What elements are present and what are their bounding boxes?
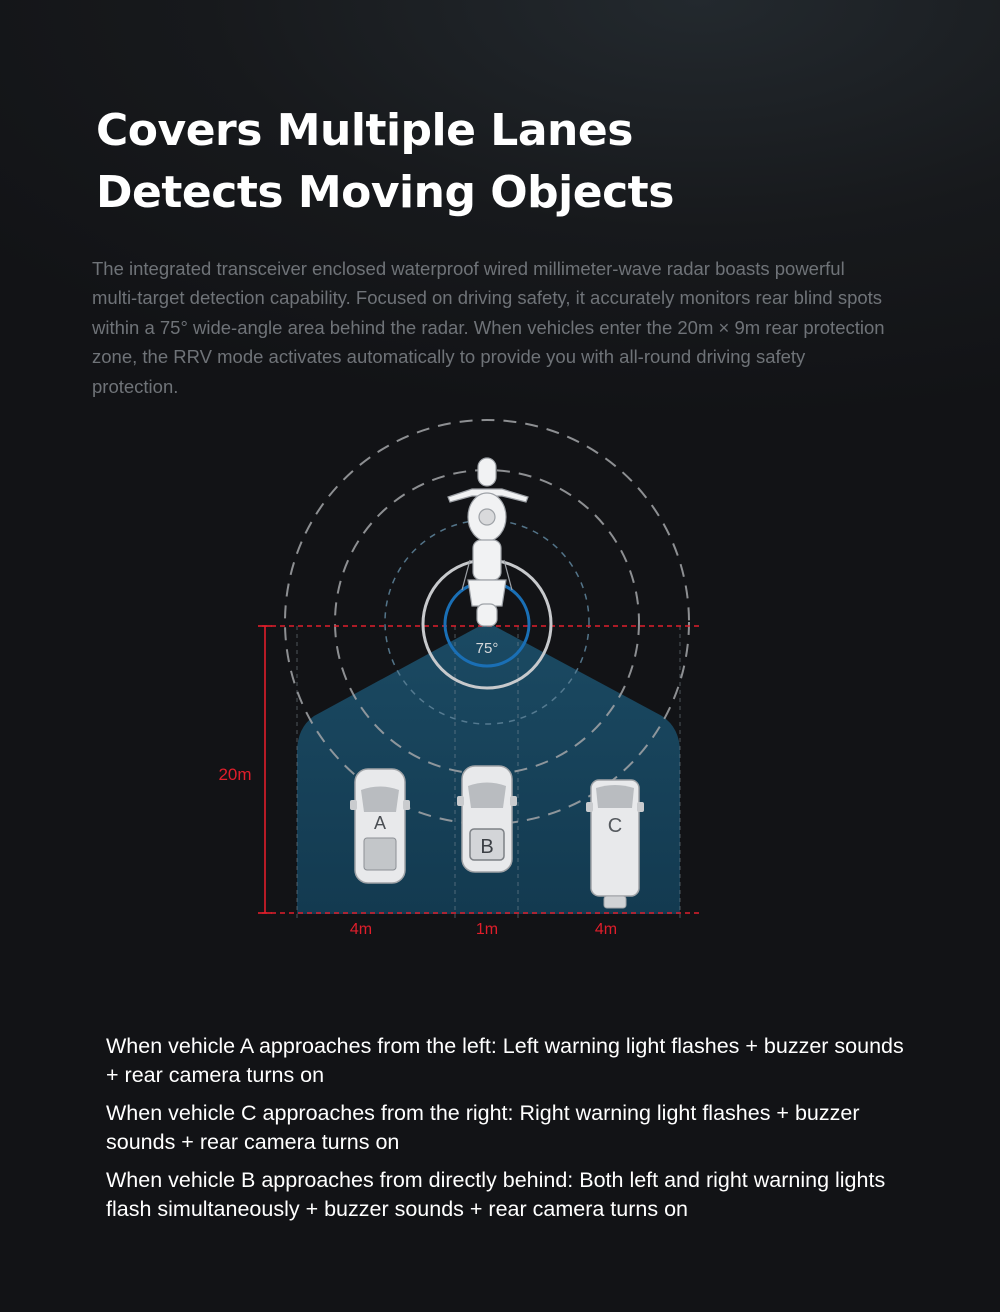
vehicle-b-label: B [480,836,494,858]
width-label-left: 4m [349,921,373,938]
behavior-item-vehicle-c: When vehicle C approaches from the right: Right warning light flashes + buzzer sounds + rear camera turns on [106,1101,860,1154]
vehicle-c [586,780,644,908]
angle-label: 75° [475,640,499,657]
vehicle-c-label: C [607,815,623,837]
vehicle-b [457,766,517,872]
behavior-list [106,1032,906,1233]
headline-line-2: Detects Moving Objects [96,167,674,218]
intro-paragraph: The integrated transceiver enclosed waterproof wired millimeter-wave radar boasts powerful multi-target detection capability. Focused on driving safety, it accurately monitors rear blind spots within a 75° wide-angle area behind the radar. When vehicles enter the 20m × 9m rear protection zone, the RRV mode activates automatically to provide you with all-round driving safety protection. [92,258,885,397]
width-label-right: 4m [594,921,618,938]
behavior-item-vehicle-a: When vehicle A approaches from the left: Left warning light flashes + buzzer sounds + rear camera turns on [106,1034,904,1087]
vehicle-a [350,769,410,883]
vehicle-a-label: A [373,813,387,833]
depth-label: 20m [218,765,252,784]
width-label-center: 1m [475,921,499,938]
headline-line-1: Covers Multiple Lanes [96,105,633,156]
motorcycle-icon [448,458,528,626]
behavior-item-vehicle-b: When vehicle B approaches from directly behind: Both left and right warning lights flash simultaneously + buzzer sounds + rear camera turns on [106,1168,886,1221]
